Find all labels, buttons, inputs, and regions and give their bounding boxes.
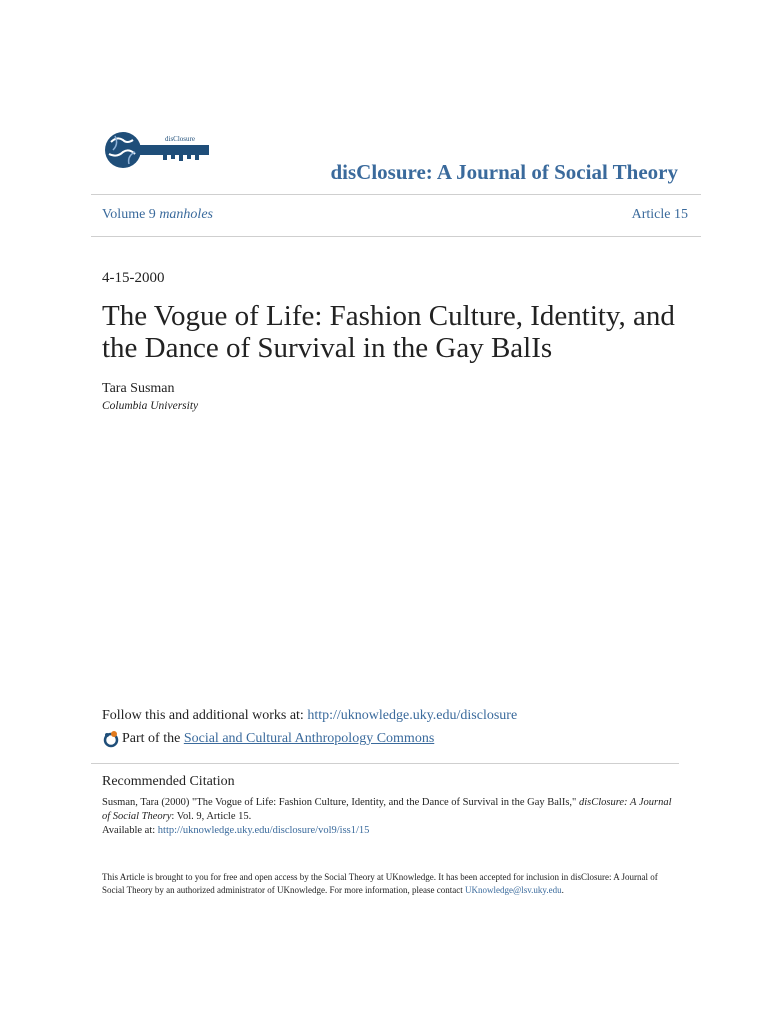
divider-citation xyxy=(91,763,679,764)
contact-email-link[interactable]: UKnowledge@lsv.uky.edu xyxy=(464,885,562,895)
follow-url-link[interactable]: http://uknowledge.uky.edu/disclosure xyxy=(307,708,518,723)
article-number-link[interactable]: Article 15 xyxy=(631,207,688,222)
issue-name: manholes xyxy=(159,207,213,222)
recommended-citation-heading: Recommended Citation xyxy=(102,774,235,789)
divider-top xyxy=(91,194,701,195)
follow-label: Follow this and additional works at: xyxy=(102,708,304,723)
follow-line xyxy=(102,708,517,724)
citation-part1: Susman, Tara (2000) "The Vogue of Life: Fashion Culture, Identity, and the Dance of Survival in the Gay BalIs," xyxy=(102,797,579,808)
citation-text xyxy=(102,796,682,838)
volume-label: Volume 9 xyxy=(102,207,156,222)
journal-title[interactable]: disClosure: A Journal of Social Theory xyxy=(330,160,678,184)
article-title: The Vogue of Life: Fashion Culture, Identity, and the Dance of Survival in the Gay BalIs xyxy=(102,300,675,364)
footer-end: . xyxy=(561,885,564,895)
available-label: Available at: xyxy=(102,825,156,836)
footer-notice xyxy=(102,871,682,897)
citation-part2: : Vol. 9, Article 15. xyxy=(171,811,252,822)
logo-text: disClosure xyxy=(165,135,195,143)
commons-link[interactable]: Social and Cultural Anthropology Commons xyxy=(183,731,435,746)
part-of-line xyxy=(102,730,434,748)
author-name: Tara Susman xyxy=(102,381,175,396)
publication-date: 4-15-2000 xyxy=(102,270,165,286)
network-commons-icon xyxy=(102,730,120,748)
divider-header xyxy=(91,236,701,237)
citation-journal: disClosure: A Journal of Social Theory xyxy=(102,797,672,822)
part-of-label: Part of the xyxy=(122,731,181,746)
footer-text: This Article is brought to you for free and open access by the Social Theory at UKnowledge. It has been accepted for inclusion in disClosure: A Journal of Social Theory by an authorized administrator of UKnowledge. For more information, please contact xyxy=(102,872,658,895)
volume-link[interactable] xyxy=(102,207,213,223)
author-affiliation: Columbia University xyxy=(102,400,199,412)
available-url-link[interactable]: http://uknowledge.uky.edu/disclosure/vol9/iss1/15 xyxy=(157,825,370,836)
disclosure-logo xyxy=(103,124,211,176)
